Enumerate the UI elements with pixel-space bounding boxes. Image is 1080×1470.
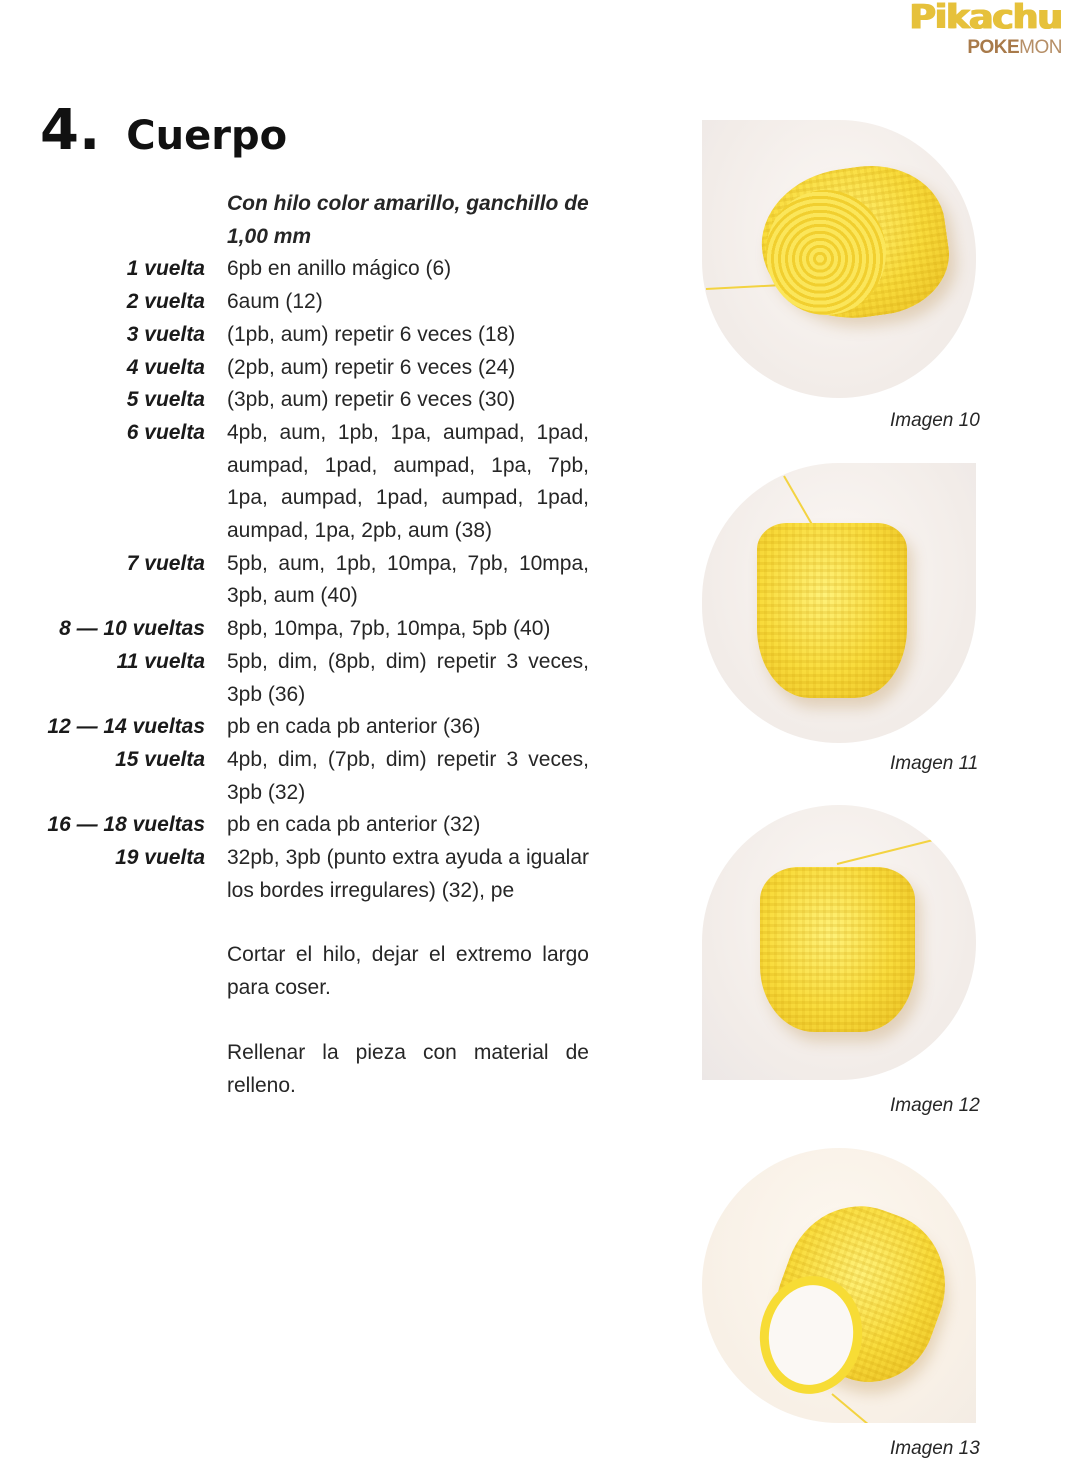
logo-subtitle-bold: POKE bbox=[967, 37, 1020, 58]
round-text: 8pb, 10mpa, 7pb, 10mpa, 5pb (40) bbox=[227, 617, 551, 641]
round-label: 3 vuelta bbox=[126, 322, 205, 346]
round-text: 32pb, 3pb (punto extra ayuda a igualar los bordes irregulares) (32), pe bbox=[227, 846, 589, 902]
logo-subtitle bbox=[909, 37, 1062, 59]
photo-imagen-12 bbox=[702, 805, 976, 1080]
round-row bbox=[0, 711, 600, 744]
section-title: Cuerpo bbox=[126, 113, 288, 159]
section-number: 4. bbox=[40, 98, 101, 163]
round-row bbox=[0, 809, 600, 842]
round-label: 15 vuelta bbox=[115, 747, 205, 771]
round-row bbox=[0, 286, 600, 319]
round-row bbox=[0, 319, 600, 352]
round-text: pb en cada pb anterior (32) bbox=[227, 813, 481, 837]
round-label: 4 vuelta bbox=[126, 355, 205, 379]
caption-imagen-13: Imagen 13 bbox=[890, 1438, 980, 1459]
photo-imagen-13 bbox=[702, 1148, 976, 1423]
stuffing-note: Rellenar la pieza con material de relleno. bbox=[227, 1040, 589, 1097]
logo-subtitle-light: MON bbox=[1019, 37, 1062, 58]
round-label: 2 vuelta bbox=[126, 290, 205, 314]
section-heading bbox=[40, 98, 287, 163]
round-label: 11 vuelta bbox=[116, 649, 205, 673]
round-label: 5 vuelta bbox=[126, 388, 205, 412]
round-text: 6aum (12) bbox=[227, 290, 323, 314]
round-label: 6 vuelta bbox=[126, 420, 205, 444]
round-label: 8 — 10 vueltas bbox=[59, 617, 205, 641]
round-text: 4pb, aum, 1pb, 1pa, aumpad, 1pad, aumpad, 1pad, aumpad, 1pa, 7pb, 1pa, aumpad, 1pad, aumpad, 1pad, aumpad, 1pa, 2pb, aum (38) bbox=[227, 420, 589, 543]
round-text: (1pb, aum) repetir 6 veces (18) bbox=[227, 322, 516, 346]
round-row bbox=[0, 646, 600, 711]
round-label: 19 vuelta bbox=[115, 846, 205, 870]
round-text: 5pb, dim, (8pb, dim) repetir 3 veces, 3pb (36) bbox=[227, 649, 589, 706]
round-text: 4pb, dim, (7pb, dim) repetir 3 veces, 3pb (32) bbox=[227, 747, 589, 804]
round-row bbox=[0, 842, 600, 907]
pattern-intro bbox=[0, 188, 600, 253]
round-text: 6pb en anillo mágico (6) bbox=[227, 257, 452, 281]
caption-imagen-12: Imagen 12 bbox=[890, 1095, 980, 1116]
crochet-pattern bbox=[0, 188, 600, 1102]
round-row bbox=[0, 744, 600, 809]
finishing-note: Cortar el hilo, dejar el extremo largo para coser. bbox=[227, 943, 589, 1000]
logo-title: Pikachu bbox=[909, 0, 1062, 38]
round-label: 7 vuelta bbox=[126, 551, 205, 575]
round-row bbox=[0, 253, 600, 286]
round-row bbox=[0, 613, 600, 646]
round-label: 1 vuelta bbox=[126, 257, 205, 281]
round-text: (2pb, aum) repetir 6 veces (24) bbox=[227, 355, 516, 379]
caption-imagen-10: Imagen 10 bbox=[890, 410, 980, 431]
pikachu-logo bbox=[909, 0, 1062, 59]
round-label: 12 — 14 vueltas bbox=[47, 715, 205, 739]
round-row bbox=[0, 417, 600, 548]
photo-imagen-11 bbox=[702, 463, 976, 743]
round-row bbox=[0, 352, 600, 385]
round-label: 16 — 18 vueltas bbox=[47, 813, 205, 837]
round-row bbox=[0, 548, 600, 613]
round-row bbox=[0, 384, 600, 417]
round-text: pb en cada pb anterior (36) bbox=[227, 715, 481, 739]
round-text: 5pb, aum, 1pb, 10mpa, 7pb, 10mpa, 3pb, aum (40) bbox=[227, 551, 589, 608]
round-text: (3pb, aum) repetir 6 veces (30) bbox=[227, 388, 516, 412]
photo-imagen-10 bbox=[702, 120, 976, 398]
materials-note: Con hilo color amarillo, ganchillo de 1,00 mm bbox=[227, 192, 589, 248]
caption-imagen-11: Imagen 11 bbox=[890, 753, 979, 774]
